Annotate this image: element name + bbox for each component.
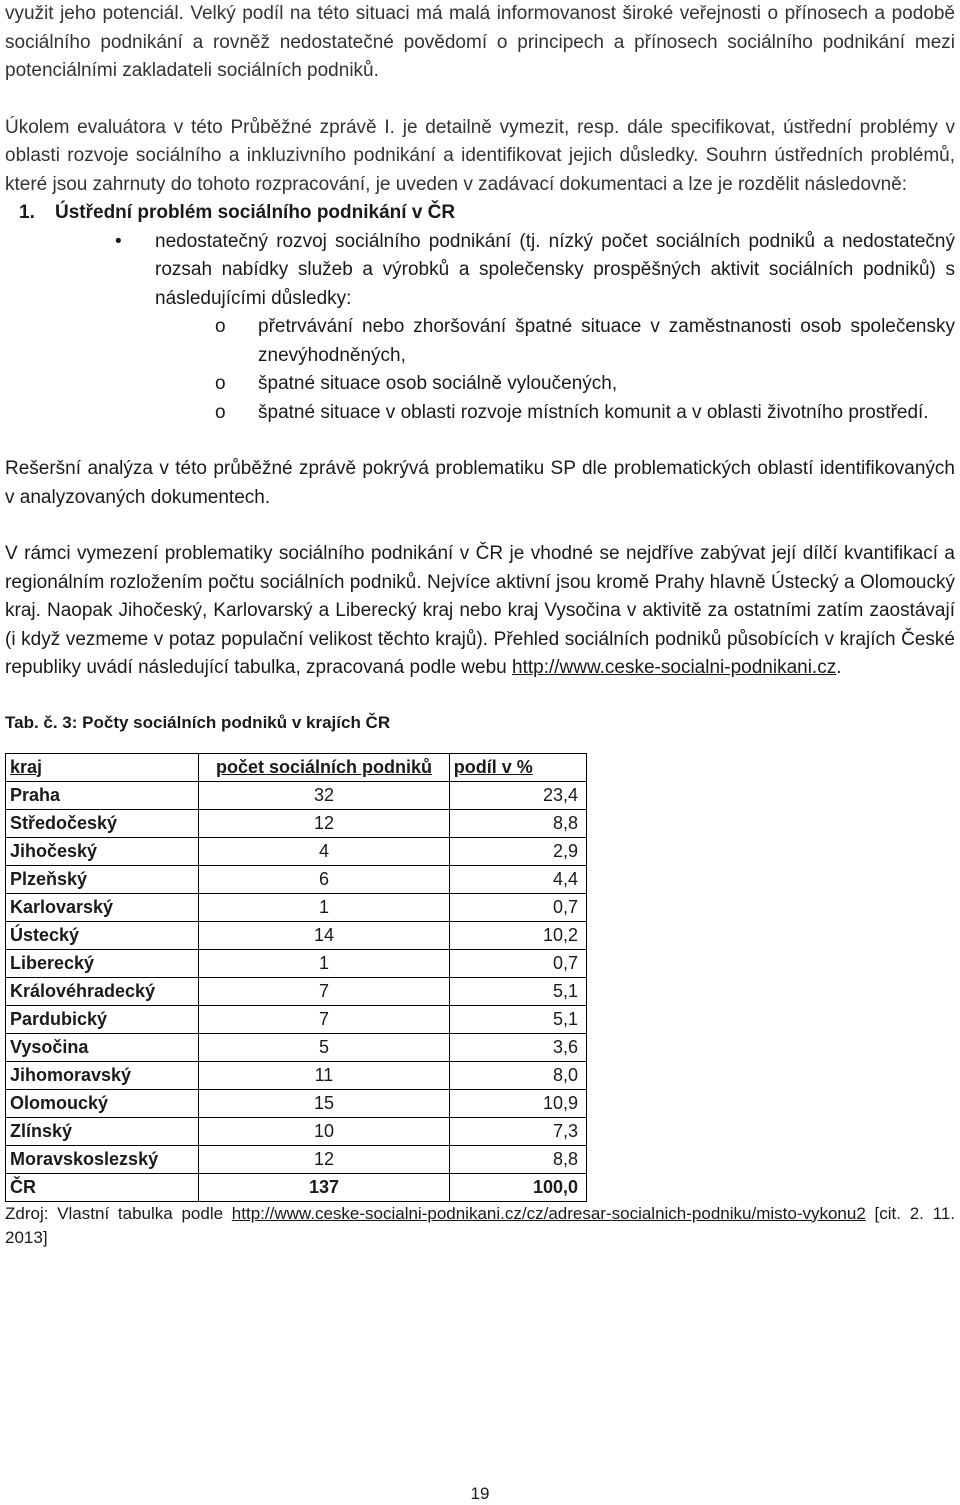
framework-paragraph — [5, 540, 955, 683]
cell-count: 6 — [199, 865, 450, 893]
cell-count: 14 — [199, 921, 450, 949]
source-label: Zdroj: Vlastní tabulka podle — [5, 1203, 232, 1223]
cell-count: 12 — [199, 1145, 450, 1173]
problem-number: 1. — [19, 202, 35, 223]
table-row — [6, 837, 587, 865]
cell-share: 10,2 — [449, 921, 586, 949]
table-row — [6, 1089, 587, 1117]
table-row — [6, 1117, 587, 1145]
cell-count: 15 — [199, 1089, 450, 1117]
document-page — [5, 0, 955, 1250]
task-text-a: Úkolem evaluátora v této Průběžné zprávě I. je detailně vymezit, resp. dále specifikovat, ústřední problémy v oblasti rozvoje sociálního a inkluzivního podnikání a identifikovat jejich důsledky. — [5, 116, 955, 166]
cell-count: 137 — [199, 1173, 450, 1201]
cell-share: 5,1 — [449, 977, 586, 1005]
source-link[interactable]: http://www.ceske-socialni-podnikani.cz/cz/adresar-socialnich-podniku/misto-vykonu2 — [231, 1203, 866, 1223]
header-share: podíl v % — [449, 753, 586, 781]
cell-region: Královéhradecký — [6, 977, 199, 1005]
header-region: kraj — [6, 753, 199, 781]
cell-share: 0,7 — [449, 949, 586, 977]
table-row — [6, 977, 587, 1005]
cell-region: Jihočeský — [6, 837, 199, 865]
cell-share: 0,7 — [449, 893, 586, 921]
source-suffix: [cit. 2. 11. 2013] — [5, 1203, 956, 1247]
table-caption: Tab. č. 3: Počty sociálních podniků v krajích ČR — [5, 712, 391, 732]
cell-count: 10 — [199, 1117, 450, 1145]
cell-region: Plzeňský — [6, 865, 199, 893]
sub-bullet-3 — [5, 399, 955, 428]
cell-share: 8,0 — [449, 1061, 586, 1089]
cell-share: 7,3 — [449, 1117, 586, 1145]
table-row — [6, 921, 587, 949]
cell-count: 1 — [199, 949, 450, 977]
cell-region: Olomoucký — [6, 1089, 199, 1117]
intro-paragraph: využit jeho potenciál. Velký podíl na této situaci má malá informovanost široké veřejnosti o přínosech a podobě sociálního podnikání a rovněž nedostatečné povědomí o principech a přínosech sociálního podnikání mezi potenciálními zakladateli sociálních podniků. — [5, 3, 955, 81]
task-paragraph — [5, 114, 955, 200]
cell-count: 1 — [199, 893, 450, 921]
problem-bullet-text: nedostatečný rozvoj sociálního podnikání (tj. nízký počet sociálních podniků a nedostatečný rozsah nabídky služeb a výrobků a společensky prospěšných aktivit sociálních podniků) s následujícími důsledky: — [155, 230, 955, 309]
task-text-b: Souhrn ústředních problémů, které jsou zahrnuty do tohoto rozpracování, je uveden v zadávací dokumentaci a lze je rozdělit následovně: — [5, 145, 955, 195]
cell-share: 8,8 — [449, 1145, 586, 1173]
cell-region: Ústecký — [6, 921, 199, 949]
header-count: počet sociálních podniků — [199, 753, 450, 781]
circle-bullet-icon: o — [215, 373, 226, 394]
table-row — [6, 893, 587, 921]
analysis-paragraph: Rešeršní analýza v této průběžné zprávě pokrývá problematiku SP dle problematických oblastí identifikovaných v analyzovaných dokumentech. — [5, 458, 955, 508]
cell-share: 10,9 — [449, 1089, 586, 1117]
cell-share: 2,9 — [449, 837, 586, 865]
cell-region: Pardubický — [6, 1005, 199, 1033]
table-source — [5, 1202, 955, 1250]
sub-bullet-text: špatné situace v oblasti rozvoje místních komunit a v oblasti životního prostředí. — [258, 401, 929, 423]
cell-count: 7 — [199, 977, 450, 1005]
problem-heading — [5, 199, 955, 228]
cell-count: 4 — [199, 837, 450, 865]
cell-region: Jihomoravský — [6, 1061, 199, 1089]
table-row — [6, 865, 587, 893]
table-row — [6, 781, 587, 809]
page-number: 19 — [470, 1484, 490, 1503]
table-row — [6, 1145, 587, 1173]
cell-region: ČR — [6, 1173, 199, 1201]
circle-bullet-icon: o — [215, 316, 226, 337]
table-row — [6, 809, 587, 837]
problem-bullet — [5, 228, 955, 314]
regions-table — [5, 753, 587, 1202]
cell-region: Středočeský — [6, 809, 199, 837]
table-total-row — [6, 1173, 587, 1201]
framework-text: V rámci vymezení problematiky sociálního podnikání v ČR je vhodné se nejdříve zabývat její dílčí kvantifikací a regionálním rozložením počtu sociálních podniků. Nejvíce aktivní jsou kromě Prahy hlavně Ústecký a Olomoucký kraj. Naopak Jihočeský, Karlovarský a Liberecký kraj nebo kraj Vysočina v aktivitě za ostatními zatím zaostávají (i když vezmeme v potaz populační velikost těchto krajů). Přehled sociálních podniků působících v krajích České republiky uvádí následující tabulka, zpracovaná podle webu — [5, 543, 955, 678]
cell-count: 32 — [199, 781, 450, 809]
cell-share: 5,1 — [449, 1005, 586, 1033]
table-row — [6, 949, 587, 977]
table-row — [6, 1033, 587, 1061]
cell-region: Moravskoslezský — [6, 1145, 199, 1173]
sub-bullet-text: špatné situace osob sociálně vyloučených, — [258, 373, 618, 394]
cell-region: Praha — [6, 781, 199, 809]
cell-count: 12 — [199, 809, 450, 837]
sub-bullet-1 — [5, 313, 955, 370]
cell-region: Karlovarský — [6, 893, 199, 921]
problem-heading-text: Ústřední problém sociálního podnikání v ČR — [55, 202, 456, 223]
cell-share: 3,6 — [449, 1033, 586, 1061]
cell-share: 4,4 — [449, 865, 586, 893]
cell-share: 23,4 — [449, 781, 586, 809]
table-header-row — [6, 753, 587, 781]
framework-end: . — [836, 657, 842, 678]
framework-link[interactable]: http://www.ceske-socialni-podnikani.cz — [512, 657, 837, 678]
bullet-dot-icon: • — [115, 230, 122, 252]
cell-region: Liberecký — [6, 949, 199, 977]
sub-bullet-text: přetrvávání nebo zhoršování špatné situace v zaměstnanosti osob společensky znevýhodněných, — [258, 316, 955, 366]
cell-share: 8,8 — [449, 809, 586, 837]
table-row — [6, 1005, 587, 1033]
circle-bullet-icon: o — [215, 401, 226, 423]
table-body — [6, 781, 587, 1201]
cell-count: 11 — [199, 1061, 450, 1089]
cell-region: Zlínský — [6, 1117, 199, 1145]
cell-share: 100,0 — [449, 1173, 586, 1201]
cell-count: 5 — [199, 1033, 450, 1061]
table-row — [6, 1061, 587, 1089]
cell-count: 7 — [199, 1005, 450, 1033]
sub-bullet-2 — [5, 370, 955, 399]
cell-region: Vysočina — [6, 1033, 199, 1061]
